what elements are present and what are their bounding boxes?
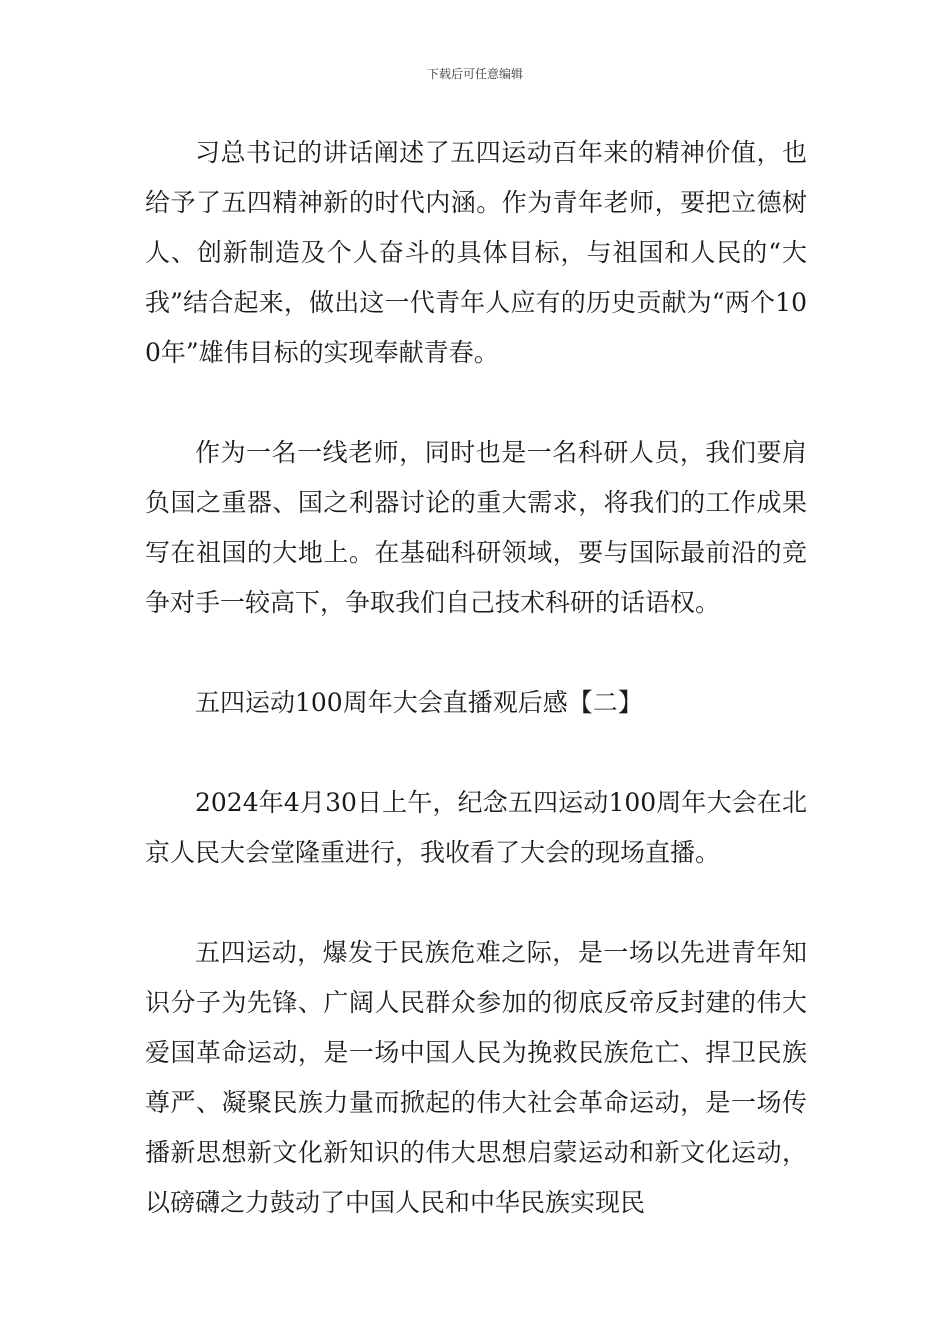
- section-title: 五四运动100周年大会直播观后感【二】: [195, 688, 643, 717]
- page-header-note: 下载后可任意编辑: [426, 67, 523, 81]
- paragraph-2: 作为一名一线老师，同时也是一名科研人员，我们要肩负国之重器、国之利器讨论的重大需求，将我们的工作成果写在祖国的大地上。在基础科研领域，要与国际最前沿的竞争对手一较高下，争取我们自己技术科研的话语权。: [145, 438, 807, 617]
- paragraph-1: 习总书记的讲话阐述了五四运动百年来的精神价值，也给予了五四精神新的时代内涵。作为青年老师，要把立德树人、创新制造及个人奋斗的具体目标，与祖国和人民的“大我”结合起来，做出这一代青年人应有的历史贡献为“两个100年”雄伟目标的实现奉献青春。: [145, 138, 807, 367]
- document-body: [145, 128, 807, 1228]
- paragraph-4: 五四运动，爆发于民族危难之际，是一场以先进青年知识分子为先锋、广阔人民群众参加的彻底反帝反封建的伟大爱国革命运动，是一场中国人民为挽救民族危亡、捍卫民族尊严、凝聚民族力量而掀起的伟大社会革命运动，是一场传播新思想新文化新知识的伟大思想启蒙运动和新文化运动，以磅礴之力鼓动了中国人民和中华民族实现民: [145, 938, 807, 1217]
- paragraph-3: 2024年4月30日上午，纪念五四运动100周年大会在北京人民大会堂隆重进行，我收看了大会的现场直播。: [145, 788, 807, 867]
